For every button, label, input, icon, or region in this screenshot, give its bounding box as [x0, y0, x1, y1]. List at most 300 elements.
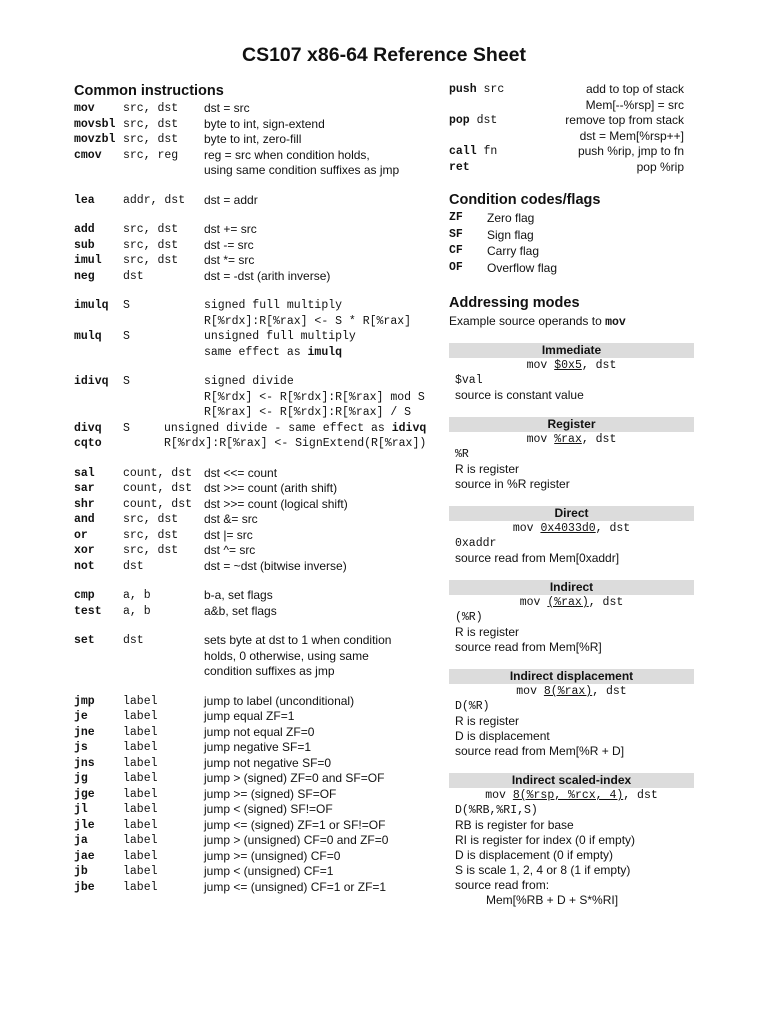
instruction-row [74, 436, 444, 452]
instruction-row [74, 329, 444, 345]
instruction-description-text: jump < (signed) SF!=OF [204, 802, 333, 816]
instruction-description-text: byte to int, zero-fill [204, 132, 302, 146]
instruction-command [74, 787, 158, 803]
addressing-example-prefix: mov [512, 522, 541, 535]
instruction-description-text: holds, 0 otherwise, using same [204, 648, 369, 663]
instruction-description [204, 222, 257, 238]
instruction-operands: src, dst [123, 117, 179, 131]
instruction-description [204, 725, 314, 741]
instruction-opcode: and [74, 513, 95, 526]
addressing-mode-line: (%R) [455, 611, 483, 624]
instruction-description-text: using same condition suffixes as jmp [204, 163, 400, 177]
instruction-row [74, 405, 444, 421]
instruction-operands: label [123, 818, 158, 832]
instruction-description [204, 559, 347, 575]
instruction-opcode: jb [74, 865, 88, 878]
instruction-operands: src, dst [123, 528, 179, 542]
instruction-row [74, 374, 444, 390]
instruction-description-text: unsigned divide - same effect as [164, 421, 392, 435]
instruction-operands: dst [123, 559, 144, 573]
instruction-description-text: R[%rdx] <- R[%rdx]:R[%rax] mod S [204, 390, 425, 404]
instruction-command [74, 559, 144, 575]
addressing-mode-title: Immediate [449, 343, 694, 358]
instruction-description [204, 329, 356, 345]
stack-instruction-command [449, 144, 497, 160]
stack-instruction-command [449, 82, 504, 98]
addressing-example-prefix: mov [516, 685, 544, 698]
addressing-mode-line: source read from Mem[%R + D] [455, 744, 625, 758]
instruction-row [74, 604, 444, 620]
instruction-description-text: unsigned full multiply [204, 330, 356, 343]
instruction-opcode: jge [74, 787, 95, 801]
instruction-description [204, 849, 340, 865]
instruction-command [74, 436, 102, 452]
instruction-description-text: dst >>= count (arith shift) [204, 481, 338, 495]
instruction-row [74, 694, 444, 710]
instruction-description-text: condition suffixes as jmp [204, 664, 335, 678]
common-instructions-heading: Common instructions [74, 83, 224, 99]
instruction-description-text: signed full multiply [204, 299, 343, 312]
instruction-description-text: dst += src [204, 222, 257, 236]
instruction-description-text: jump < (unsigned) CF=1 [204, 864, 334, 878]
addressing-mode-title: Indirect displacement [449, 669, 694, 684]
instruction-row [74, 222, 444, 238]
instruction-description [204, 818, 385, 834]
instruction-command [74, 193, 186, 209]
instruction-description-text: dst *= src [204, 253, 255, 267]
instruction-row [74, 117, 444, 133]
instruction-description-text: jump equal ZF=1 [204, 709, 295, 723]
instruction-description [204, 466, 277, 482]
instruction-row [74, 740, 444, 756]
instruction-opcode: sal [74, 466, 95, 480]
addressing-mode-title: Register [449, 417, 694, 432]
instruction-operands: src, dst [123, 544, 179, 557]
instruction-opcode: movsbl [74, 117, 116, 131]
instruction-row [74, 193, 444, 209]
instruction-command [74, 880, 158, 896]
instruction-row [74, 238, 444, 254]
instruction-description [204, 528, 253, 544]
stack-instruction-row [449, 82, 694, 98]
instruction-operands: S [123, 421, 130, 435]
instruction-command [74, 849, 158, 865]
instruction-opcode: je [74, 710, 88, 723]
addressing-mode-example [449, 521, 694, 536]
instruction-opcode: ja [74, 834, 88, 847]
condition-codes-heading: Condition codes/flags [449, 192, 601, 208]
addressing-mode-line: RB is register for base [455, 818, 574, 832]
stack-instruction-opcode: call [449, 145, 477, 158]
instruction-command [74, 740, 158, 756]
stack-instruction-command [449, 113, 497, 129]
instruction-command [74, 725, 158, 741]
instruction-row [74, 269, 444, 285]
instruction-command [74, 117, 179, 133]
instruction-operands: S [123, 299, 130, 312]
addressing-mode-line: %R [455, 448, 469, 461]
instruction-command [74, 298, 130, 314]
instruction-row [74, 633, 444, 649]
addressing-mode-line: RI is register for index (0 if empty) [455, 833, 636, 847]
instruction-description [164, 421, 426, 437]
addressing-example-operand: 8(%rax) [543, 685, 593, 698]
instruction-row [74, 649, 444, 665]
flag-code: OF [449, 260, 463, 274]
instruction-row [74, 771, 444, 787]
flag-row [449, 260, 694, 277]
instruction-operands: S [123, 375, 130, 388]
instruction-description [204, 880, 386, 896]
addressing-mode-line: source in %R register [455, 477, 570, 491]
stack-instruction-row [449, 98, 694, 114]
addressing-mode-example [449, 595, 694, 610]
addressing-mode-example [449, 788, 694, 803]
instruction-description-text: jump >= (signed) SF=OF [204, 786, 337, 801]
addressing-modes-heading: Addressing modes [449, 295, 580, 311]
addressing-mode-list [449, 343, 694, 908]
addressing-mode-line: R is register [455, 625, 520, 639]
instruction-opcode: jmp [74, 694, 95, 708]
flag-code: SF [449, 227, 463, 241]
instruction-description-text: jump not equal ZF=0 [204, 724, 315, 739]
addressing-mode-line: source read from Mem[0xaddr] [455, 551, 620, 565]
instruction-description-text: jump negative SF=1 [204, 740, 312, 754]
instruction-operands: dst [123, 269, 144, 283]
instruction-command [74, 421, 130, 437]
instruction-operands: count, dst [123, 497, 193, 511]
instruction-command [74, 694, 158, 710]
addressing-mode-line: R is register [455, 714, 520, 728]
instruction-command [74, 269, 144, 285]
instruction-operands: label [123, 787, 158, 801]
stack-instruction-row [449, 144, 694, 160]
instruction-row [74, 528, 444, 544]
instruction-description-text: reg = src when condition holds, [204, 147, 370, 162]
instruction-row [74, 481, 444, 497]
instruction-description-text: dst -= src [204, 237, 254, 252]
instruction-description [204, 756, 331, 772]
instruction-command [74, 253, 179, 269]
instruction-description [204, 390, 425, 406]
instruction-opcode: jbe [74, 880, 95, 894]
instruction-opcode: js [74, 741, 88, 754]
instruction-operands: label [123, 865, 158, 878]
instruction-description [204, 787, 336, 803]
instruction-description-text: b-a, set flags [204, 588, 273, 602]
instruction-row [74, 512, 444, 528]
instruction-opcode: imul [74, 254, 102, 267]
addressing-intro-code: mov [605, 316, 626, 329]
instruction-opcode: cmov [74, 148, 102, 162]
instruction-command [74, 481, 193, 497]
instruction-opcode: shr [74, 497, 95, 511]
stack-instruction-opcode: push [449, 83, 477, 96]
addressing-mode-line: $val [455, 374, 483, 387]
flag-name: Carry flag [487, 244, 540, 258]
instruction-command [74, 101, 179, 117]
instruction-operands: addr, dst [123, 193, 186, 207]
instruction-description [204, 481, 337, 497]
flag-code: ZF [449, 211, 463, 224]
instruction-operands: label [123, 834, 158, 847]
instruction-description-text: dst &= src [204, 512, 258, 526]
instruction-opcode: add [74, 223, 95, 236]
instruction-row [74, 253, 444, 269]
addressing-example-suffix: , dst [595, 522, 631, 535]
instruction-description-text: same effect as [204, 345, 308, 359]
instruction-operands: src, dst [123, 102, 179, 115]
instruction-description-text: jump not negative SF=0 [204, 755, 332, 770]
instruction-operands: src, dst [123, 238, 179, 252]
instruction-opcode: jl [74, 803, 88, 816]
instruction-command [74, 329, 130, 345]
instruction-operands: label [123, 772, 158, 785]
instruction-description [204, 664, 335, 680]
instruction-command [74, 771, 158, 787]
stack-instruction-command [449, 160, 470, 176]
instruction-description [204, 649, 369, 665]
instruction-command [74, 756, 158, 772]
instruction-description [204, 148, 370, 164]
instruction-operands: src, dst [123, 254, 179, 267]
instruction-row [74, 163, 444, 179]
addressing-mode-line: D(%RB,%RI,S) [455, 804, 538, 817]
instruction-row [74, 709, 444, 725]
instruction-opcode: jae [74, 849, 95, 863]
instruction-description [204, 543, 255, 559]
stack-instruction-row [449, 113, 694, 129]
stack-instruction-description: push %rip, jmp to fn [577, 144, 684, 158]
addressing-example-prefix: mov [519, 596, 548, 609]
instruction-list [74, 101, 444, 895]
addressing-example-prefix: mov [485, 789, 513, 802]
addressing-mode-line: source is constant value [455, 388, 584, 402]
instruction-operands: label [123, 741, 158, 754]
flag-row [449, 210, 694, 227]
instruction-description-text: R[%rdx]:R[%rax] <- S * R[%rax] [204, 314, 412, 328]
stack-instruction-list [449, 82, 694, 175]
instruction-row [74, 543, 444, 559]
instruction-row [74, 298, 444, 314]
instruction-operands: src, reg [123, 148, 179, 162]
instruction-description-text: dst ^= src [204, 543, 256, 557]
instruction-description-text: jump > (unsigned) CF=0 and ZF=0 [204, 833, 389, 847]
instruction-opcode: sar [74, 482, 95, 495]
addressing-mode-example [449, 684, 694, 699]
instruction-operands: label [123, 725, 158, 739]
addressing-mode-line: D(%R) [455, 700, 490, 713]
instruction-command [74, 864, 158, 880]
instruction-description [204, 694, 354, 710]
addressing-mode-line: source read from: [455, 878, 550, 892]
instruction-opcode: test [74, 604, 102, 618]
addressing-mode-line: R is register [455, 462, 520, 476]
addressing-mode-line: S is scale 1, 2, 4 or 8 (1 if empty) [455, 863, 631, 877]
instruction-row [74, 756, 444, 772]
instruction-opcode: jle [74, 818, 95, 832]
instruction-description [204, 253, 254, 269]
instruction-command [74, 238, 179, 254]
flag-name: Zero flag [487, 211, 535, 225]
instruction-description-text: R[%rax] <- R[%rdx]:R[%rax] / S [204, 406, 412, 419]
addressing-mode-title: Indirect scaled-index [449, 773, 694, 788]
instruction-description-text: sets byte at dst to 1 when condition [204, 633, 392, 647]
instruction-command [74, 528, 179, 544]
instruction-row [74, 849, 444, 865]
instruction-command [74, 132, 179, 148]
instruction-description [204, 512, 258, 528]
stack-instruction-description: dst = Mem[%rsp++] [579, 128, 684, 143]
instruction-row [74, 864, 444, 880]
instruction-description-text: jump to label (unconditional) [204, 693, 355, 708]
stack-instruction-operands: src [483, 83, 505, 96]
instruction-opcode: lea [74, 193, 95, 207]
instruction-command [74, 374, 130, 390]
instruction-row [74, 497, 444, 513]
instruction-description [204, 864, 333, 880]
instruction-row [74, 314, 444, 330]
instruction-command [74, 466, 193, 482]
instruction-command [74, 222, 179, 238]
instruction-description-text: jump <= (signed) ZF=1 or SF!=OF [204, 817, 386, 832]
addressing-example-operand: %rax [554, 433, 582, 446]
instruction-description [204, 269, 330, 285]
instruction-command [74, 802, 158, 818]
instruction-command [74, 633, 144, 649]
stack-instruction-description: add to top of stack [585, 82, 684, 96]
instruction-operands: src, dst [123, 223, 179, 236]
instruction-opcode: imulq [74, 299, 109, 312]
instruction-description-text: jump <= (unsigned) CF=1 or ZF=1 [204, 879, 387, 894]
instruction-opcode: sub [74, 238, 95, 252]
instruction-row [74, 588, 444, 604]
instruction-command [74, 818, 158, 834]
instruction-opcode: jns [74, 756, 95, 770]
instruction-description [204, 709, 294, 725]
instruction-opcode: mov [74, 102, 95, 115]
instruction-opcode: not [74, 559, 95, 573]
instruction-operands: label [123, 756, 158, 770]
addressing-example-suffix: , dst [588, 596, 624, 609]
instruction-command [74, 148, 179, 164]
instruction-row [74, 802, 444, 818]
instruction-row [74, 880, 444, 896]
instruction-row [74, 787, 444, 803]
instruction-row [74, 390, 444, 406]
instruction-description-text: a&b, set flags [204, 603, 277, 618]
addressing-mode-line: 0xaddr [455, 537, 497, 550]
flag-row [449, 227, 694, 244]
instruction-opcode: cqto [74, 437, 102, 450]
instruction-description-text: jump >= (unsigned) CF=0 [204, 848, 341, 863]
instruction-description [204, 771, 384, 787]
flag-name: Sign flag [487, 227, 534, 242]
instruction-description-text: dst = ~dst (bitwise inverse) [204, 558, 347, 573]
instruction-opcode: divq [74, 421, 102, 435]
instruction-description [204, 833, 388, 849]
instruction-description-text: dst <<= count [204, 465, 278, 480]
flag-code: CF [449, 244, 463, 257]
instruction-opcode: neg [74, 269, 95, 283]
instruction-command [74, 588, 151, 604]
instruction-description [204, 163, 399, 179]
stack-instruction-opcode: ret [449, 160, 470, 174]
instruction-row [74, 664, 444, 680]
addressing-example-suffix: , dst [592, 685, 627, 698]
instruction-operands: label [123, 849, 158, 863]
instruction-opcode: jg [74, 772, 88, 785]
right-column [449, 82, 694, 908]
instruction-description-text: dst >>= count (logical shift) [204, 496, 348, 511]
instruction-description-text: dst = -dst (arith inverse) [204, 268, 331, 283]
addressing-mode-line: Mem[%RB + D + S*%RI] [486, 893, 619, 907]
instruction-operands: dst [123, 634, 144, 647]
instruction-opcode: cmp [74, 589, 95, 602]
instruction-description [204, 117, 325, 133]
instruction-row [74, 466, 444, 482]
instruction-description [204, 314, 411, 330]
addressing-mode-example [449, 432, 694, 447]
addressing-example-suffix: , dst [581, 433, 617, 446]
instruction-command [74, 709, 158, 725]
instruction-operands: a, b [123, 589, 151, 602]
instruction-description-emphasis: idivq [391, 421, 427, 435]
instruction-description-text: jump > (signed) ZF=0 and SF=OF [204, 771, 385, 785]
stack-instruction-operands: dst [476, 114, 498, 127]
instruction-operands: label [123, 694, 158, 708]
addressing-example-operand: $0x5 [554, 359, 582, 372]
flag-list [449, 210, 694, 276]
instruction-description [204, 132, 301, 148]
stack-instruction-description: Mem[--%rsp] = src [585, 97, 684, 112]
instruction-row [74, 345, 444, 361]
instruction-operands: count, dst [123, 482, 193, 495]
instruction-description-text: signed divide [204, 375, 294, 388]
stack-instruction-description: pop %rip [636, 159, 684, 174]
instruction-opcode: jne [74, 725, 95, 739]
instruction-description [204, 374, 294, 390]
addressing-mode-title: Direct [449, 506, 694, 521]
instruction-command [74, 512, 179, 528]
instruction-row [74, 421, 444, 437]
instruction-opcode: or [74, 528, 88, 542]
instruction-command [74, 543, 179, 559]
instruction-description-emphasis: imulq [307, 345, 343, 359]
addressing-example-prefix: mov [526, 359, 555, 372]
instruction-row [74, 818, 444, 834]
instruction-description [204, 802, 333, 818]
instruction-row [74, 725, 444, 741]
instruction-operands: src, dst [123, 133, 179, 146]
instruction-description-text: dst = src [204, 101, 250, 115]
flag-row [449, 243, 694, 260]
instruction-description [164, 436, 426, 452]
stack-instruction-row [449, 129, 694, 145]
addressing-mode-example [449, 358, 694, 373]
instruction-operands: count, dst [123, 466, 193, 480]
instruction-opcode: xor [74, 544, 95, 557]
instruction-row [74, 132, 444, 148]
instruction-description [204, 604, 277, 620]
page-title: CS107 x86-64 Reference Sheet [242, 44, 526, 66]
instruction-command [74, 497, 193, 513]
flag-name: Overflow flag [487, 260, 558, 275]
instruction-row [74, 148, 444, 164]
addressing-example-operand: (%rax) [547, 596, 589, 609]
stack-instruction-opcode: pop [449, 114, 470, 127]
addressing-example-prefix: mov [526, 433, 555, 446]
